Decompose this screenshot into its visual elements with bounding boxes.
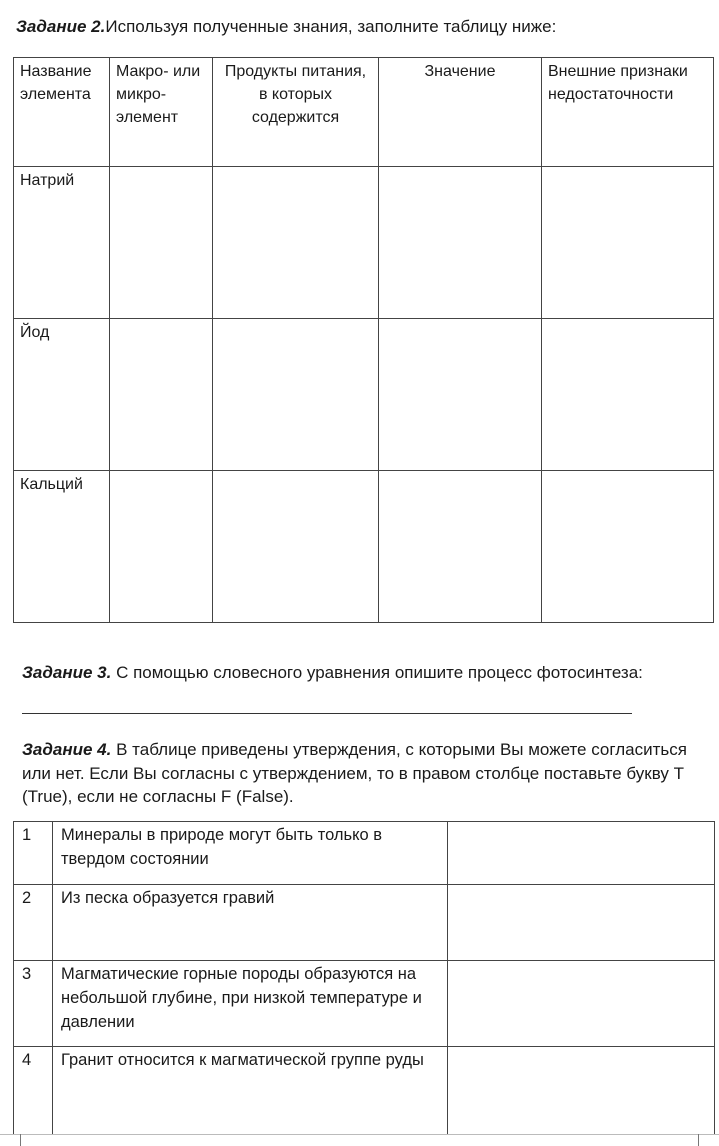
- answer-cell[interactable]: [213, 319, 379, 471]
- task4-text: В таблице приведены утверждения, с которыми Вы можете согласиться или нет. Если Вы согласны с утверждением, то в правом столбце поставьте букву T (True), если не согласны F (False).: [22, 740, 687, 806]
- header-deficiency-signs: Внешние признаки недостаточности: [542, 58, 714, 167]
- task4-heading: [22, 738, 702, 809]
- answer-cell[interactable]: [110, 167, 213, 319]
- answer-cell[interactable]: [542, 319, 714, 471]
- statement-number: 4: [14, 1047, 53, 1135]
- statement-number: 2: [14, 885, 53, 961]
- answer-cell[interactable]: [542, 471, 714, 623]
- page-edge-line: [0, 1134, 719, 1135]
- elements-table-header: [14, 58, 714, 167]
- row-element-name: Кальций: [14, 471, 110, 623]
- true-false-answer-cell[interactable]: [448, 822, 715, 885]
- table-row: [14, 167, 714, 319]
- answer-cell[interactable]: [379, 167, 542, 319]
- answer-cell[interactable]: [379, 471, 542, 623]
- table-row: [14, 1047, 715, 1135]
- answer-cell[interactable]: [213, 167, 379, 319]
- task3-heading: [22, 662, 643, 684]
- task2-label: Задание 2.: [16, 17, 106, 36]
- statement-text: Минералы в природе могут быть только в твердом состоянии: [53, 822, 448, 885]
- answer-cell[interactable]: [542, 167, 714, 319]
- crop-mark: [20, 1134, 21, 1146]
- table-row: [14, 961, 715, 1047]
- table-row: [14, 822, 715, 885]
- header-element-name: Название элемента: [14, 58, 110, 167]
- answer-cell[interactable]: [110, 471, 213, 623]
- elements-table: [13, 57, 714, 623]
- answer-cell[interactable]: [379, 319, 542, 471]
- statements-table: [13, 821, 715, 1135]
- row-element-name: Натрий: [14, 167, 110, 319]
- statement-text: Из песка образуется гравий: [53, 885, 448, 961]
- answer-cell[interactable]: [213, 471, 379, 623]
- statement-text: Гранит относится к магматической группе руды: [53, 1047, 448, 1135]
- task2-heading: [16, 16, 556, 38]
- table-row: [14, 471, 714, 623]
- true-false-answer-cell[interactable]: [448, 1047, 715, 1135]
- statement-number: 1: [14, 822, 53, 885]
- header-macro-micro: Макро- или микро- элемент: [110, 58, 213, 167]
- true-false-answer-cell[interactable]: [448, 961, 715, 1047]
- answer-cell[interactable]: [110, 319, 213, 471]
- task3-label: Задание 3.: [22, 663, 112, 682]
- table-row: [14, 319, 714, 471]
- row-element-name: Йод: [14, 319, 110, 471]
- statement-number: 3: [14, 961, 53, 1047]
- header-food: Продукты питания, в которых содержится: [213, 58, 379, 167]
- header-significance: Значение: [379, 58, 542, 167]
- answer-line[interactable]: [22, 713, 632, 714]
- table-row: [14, 885, 715, 961]
- crop-mark: [698, 1134, 699, 1146]
- task2-text: Используя полученные знания, заполните таблицу ниже:: [105, 17, 557, 36]
- task4-label: Задание 4.: [22, 740, 112, 759]
- true-false-answer-cell[interactable]: [448, 885, 715, 961]
- statement-text: Магматические горные породы образуются на небольшой глубине, при низкой температуре и давлении: [53, 961, 448, 1047]
- task3-text: С помощью словесного уравнения опишите процесс фотосинтеза:: [111, 663, 643, 682]
